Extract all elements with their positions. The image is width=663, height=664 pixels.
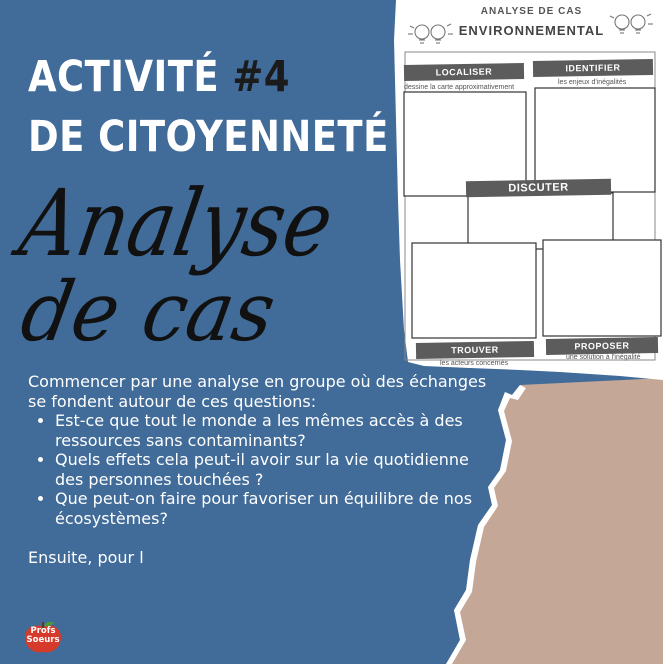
trouver-label: TROUVER [451,344,499,356]
proposer-hint: une solution à l'inégalité [566,354,641,361]
question-item: • Est-ce que tout le monde a les mêmes accès à des ressources sans contaminants? [55,411,498,450]
main-title-line2: DE CITOYENNETÉ [28,112,389,162]
question-item: • Quels effets cela peut-il avoir sur la vie quotidienne des personnes touchées ? [55,450,498,489]
localiser-label: LOCALISER [435,66,493,78]
body-text [28,372,498,568]
trouver-hint: les acteurs concernés [440,360,509,367]
outro-paragraph: Ensuite, pour l [28,548,144,567]
trouver-bar [416,341,534,359]
trouver-box [412,243,536,338]
localiser-bar [404,63,524,81]
discuter-bar [466,179,611,198]
title-activity: ACTIVITÉ [28,52,220,102]
main-title-line1 [28,52,290,102]
intro-paragraph: Commencer par une analyse en groupe où des échanges se fondent autour de ces questions: [28,372,487,411]
proposer-bar [546,337,658,355]
identifier-hint: les enjeux d'inégalités [558,79,627,86]
script-title-line1: Analyse [12,170,341,277]
proposer-box [543,240,661,336]
profs-soeurs-logo [22,621,64,655]
lightbulb-icon [610,14,653,33]
lightbulb-icon [408,24,453,43]
question-item: • Que peut-on faire pour favoriser un équilibre de nos écosystèmes? [55,489,498,528]
identifier-label: IDENTIFIER [565,62,621,74]
logo-text [22,627,64,645]
localiser-hint: dessine la carte approximativement [404,84,515,91]
logo-line1: Profs [30,626,56,636]
identifier-box [535,88,655,192]
discuter-label: DISCUTER [508,181,569,195]
title-number: #4 [232,52,290,102]
worksheet-title: ANALYSE DE CAS [480,6,583,17]
logo-line2: Soeurs [26,635,60,645]
worksheet-subtitle: ENVIRONNEMENTAL [458,23,605,38]
question-list [28,411,498,528]
proposer-label: PROPOSER [574,340,630,352]
script-title-line2: de cas [14,265,283,360]
identifier-bar [533,59,653,77]
worksheet-preview [400,0,663,380]
